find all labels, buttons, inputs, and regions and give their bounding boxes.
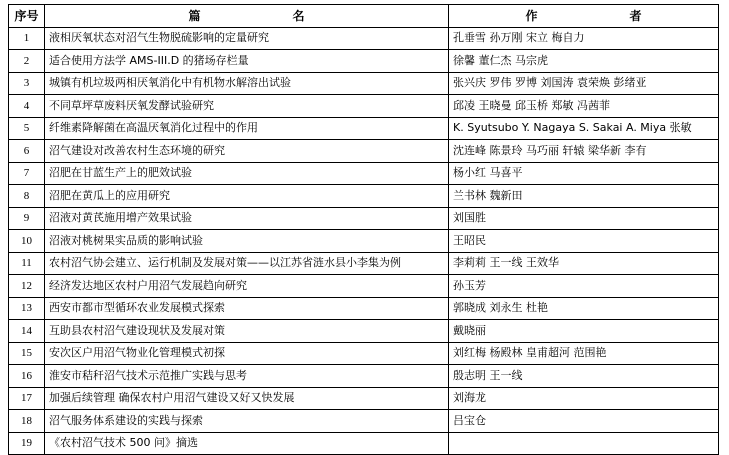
header-author-char-2: 者 <box>629 8 642 23</box>
table-row <box>9 50 719 73</box>
row-authors: 邱凌 王晓曼 邱玉桥 郑敏 冯茜菲 <box>449 95 719 118</box>
row-title: 沼气服务体系建设的实践与探索 <box>45 410 449 433</box>
header-author <box>449 5 719 28</box>
table-row <box>9 365 719 388</box>
table-row <box>9 185 719 208</box>
row-number: 4 <box>9 95 45 118</box>
table-row <box>9 140 719 163</box>
row-number: 8 <box>9 185 45 208</box>
row-title: 纤维素降解菌在高温厌氧消化过程中的作用 <box>45 117 449 140</box>
row-number: 5 <box>9 117 45 140</box>
row-number: 9 <box>9 207 45 230</box>
row-title: 沼气建设对改善农村生态环境的研究 <box>45 140 449 163</box>
row-authors: 郭晓成 刘永生 杜艳 <box>449 297 719 320</box>
table-row <box>9 72 719 95</box>
row-authors: 徐馨 董仁杰 马宗虎 <box>449 50 719 73</box>
row-title: 淮安市秸秆沼气技术示范推广实践与思考 <box>45 365 449 388</box>
row-title: 经济发达地区农村户用沼气发展趋向研究 <box>45 275 449 298</box>
row-title: 适合使用方法学 AMS-III.D 的猪场存栏量 <box>45 50 449 73</box>
row-number: 16 <box>9 365 45 388</box>
row-authors: 戴晓丽 <box>449 320 719 343</box>
header-number: 序号 <box>9 5 45 28</box>
table-row <box>9 230 719 253</box>
row-number: 13 <box>9 297 45 320</box>
table-row <box>9 95 719 118</box>
table-row <box>9 320 719 343</box>
row-number: 11 <box>9 252 45 275</box>
row-number: 15 <box>9 342 45 365</box>
row-number: 14 <box>9 320 45 343</box>
table-row <box>9 275 719 298</box>
row-number: 2 <box>9 50 45 73</box>
table-row <box>9 432 719 455</box>
row-authors: 兰书林 魏新田 <box>449 185 719 208</box>
table-row <box>9 207 719 230</box>
header-title-char-1: 篇 <box>188 8 201 23</box>
row-authors <box>449 432 719 455</box>
table-row <box>9 297 719 320</box>
row-title: 沼肥在黄瓜上的应用研究 <box>45 185 449 208</box>
row-authors: 刘国胜 <box>449 207 719 230</box>
row-authors: K. Syutsubo Y. Nagaya S. Sakai A. Miya 张敏 <box>449 117 719 140</box>
row-number: 6 <box>9 140 45 163</box>
row-number: 17 <box>9 387 45 410</box>
row-authors: 孙玉芳 <box>449 275 719 298</box>
table-row <box>9 27 719 50</box>
row-number: 7 <box>9 162 45 185</box>
row-authors: 杨小红 马喜平 <box>449 162 719 185</box>
row-title: 沼肥在甘蓝生产上的肥效试验 <box>45 162 449 185</box>
row-title: 互助县农村沼气建设现状及发展对策 <box>45 320 449 343</box>
table-row <box>9 410 719 433</box>
header-title-char-2: 名 <box>292 8 305 23</box>
row-title: 农村沼气协会建立、运行机制及发展对策——以江苏省涟水县小李集为例 <box>45 252 449 275</box>
row-authors: 王昭民 <box>449 230 719 253</box>
row-authors: 张兴庆 罗伟 罗博 刘国涛 袁荣焕 彭绪亚 <box>449 72 719 95</box>
row-authors: 吕宝仓 <box>449 410 719 433</box>
table-row <box>9 117 719 140</box>
row-title: 沼液对黄芪施用增产效果试验 <box>45 207 449 230</box>
row-authors: 孔垂雪 孙万刚 宋立 梅自力 <box>449 27 719 50</box>
row-title: 安次区户用沼气物业化管理模式初探 <box>45 342 449 365</box>
row-title: 不同草坪草废料厌氧发酵试验研究 <box>45 95 449 118</box>
table-row <box>9 252 719 275</box>
row-title: 沼液对桃树果实品质的影响试验 <box>45 230 449 253</box>
header-author-char-1: 作 <box>525 8 538 23</box>
row-authors: 刘海龙 <box>449 387 719 410</box>
row-number: 18 <box>9 410 45 433</box>
table-container <box>8 4 719 455</box>
header-title <box>45 5 449 28</box>
header-row <box>9 5 719 28</box>
table-row <box>9 387 719 410</box>
row-authors: 沈连峰 陈景玲 马巧丽 轩辕 梁华新 李有 <box>449 140 719 163</box>
row-authors: 刘红梅 杨殿林 皇甫超河 范围艳 <box>449 342 719 365</box>
row-number: 1 <box>9 27 45 50</box>
row-number: 3 <box>9 72 45 95</box>
row-title: 加强后续管理 确保农村户用沼气建设又好又快发展 <box>45 387 449 410</box>
table-row <box>9 162 719 185</box>
row-number: 12 <box>9 275 45 298</box>
row-title: 西安市都市型循环农业发展模式探索 <box>45 297 449 320</box>
row-title: 《农村沼气技术 500 问》摘选 <box>45 432 449 455</box>
contents-table <box>8 4 719 455</box>
table-row <box>9 342 719 365</box>
row-title: 城镇有机垃圾两相厌氧消化中有机物水解溶出试验 <box>45 72 449 95</box>
row-number: 10 <box>9 230 45 253</box>
row-authors: 李莉莉 王一线 王效华 <box>449 252 719 275</box>
row-number: 19 <box>9 432 45 455</box>
row-authors: 殷志明 王一线 <box>449 365 719 388</box>
row-title: 液相厌氧状态对沼气生物脱硫影响的定量研究 <box>45 27 449 50</box>
